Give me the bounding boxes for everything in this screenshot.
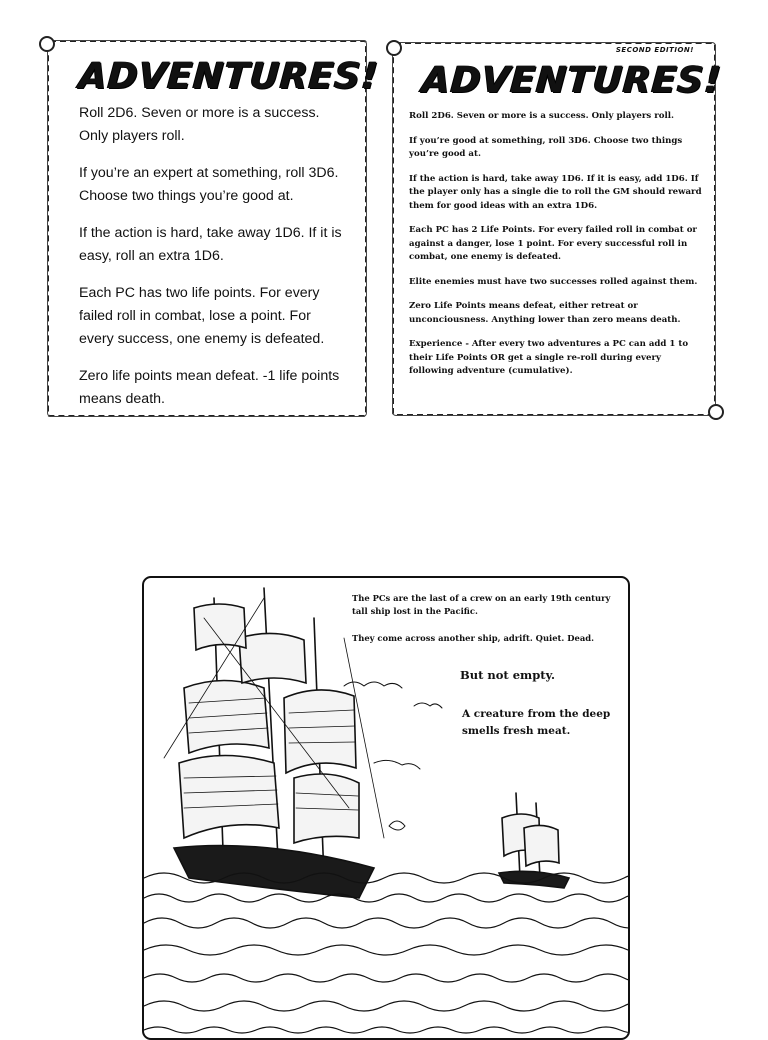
rule-paragraph: Experience - After every two adventures a PC can add 1 to their Life Points OR get a single re-roll during every following adventure (cumulative). [409, 339, 689, 376]
rules-list [79, 102, 349, 425]
rule-paragraph: Roll 2D6. Seven or more is a success. Only players roll. [79, 105, 320, 144]
rule-paragraph: Each PC has two life points. For every failed roll in combat, lose a point. For every success, one enemy is defeated. [79, 285, 325, 347]
rule-paragraph: If you’re good at something, roll 3D6. Choose two things you’re good at. [409, 135, 683, 159]
rule-paragraph: Each PC has 2 Life Points. For every failed roll in combat or against a danger, lose 1 point. For every successful roll in combat, one enemy is defeated. [409, 225, 697, 262]
rule-paragraph: Roll 2D6. Seven or more is a success. Only players roll. [409, 111, 674, 121]
rules-card-first-edition [47, 40, 381, 417]
rules-card-second-edition [392, 42, 724, 416]
scroll-curl-icon [708, 404, 724, 420]
scenario-intro: The PCs are the last of a crew on an early 19th century tall ship lost in the Pacific. [352, 593, 611, 616]
rule-paragraph: Zero Life Points means defeat, either retreat or unconciousness. Anything lower than zero means death. [409, 301, 681, 325]
rule-paragraph: Elite enemies must have two successes rolled against them. [409, 276, 698, 287]
scroll-curl-icon [39, 36, 55, 52]
scenario-card [142, 576, 630, 1040]
rule-paragraph: If the action is hard, take away 1D6. If it is easy, add 1D6. If the player only has a single die to roll the GM should reward them for good ideas with an extra 1D6. [409, 173, 702, 211]
rules-list [409, 110, 705, 390]
rule-paragraph: If you’re an expert at something, roll 3D6. Choose two things you’re good at. [79, 165, 339, 204]
card-title: ADVENTURES! [420, 60, 724, 101]
card-title: ADVENTURES! [77, 56, 381, 97]
scenario-encounter: They come across another ship, adrift. Quiet. Dead. [352, 633, 595, 643]
edition-label: SECOND EDITION! [615, 46, 694, 54]
rule-paragraph: Zero life points mean defeat. -1 life points means death. [79, 368, 340, 407]
rule-paragraph: If the action is hard, take away 1D6. If it is easy, roll an extra 1D6. [79, 225, 342, 264]
scenario-threat: A creature from the deep smells fresh meat. [462, 708, 611, 737]
tall-ships-illustration [144, 578, 628, 1038]
scroll-curl-icon [386, 40, 402, 56]
scenario-twist: But not empty. [460, 668, 555, 682]
